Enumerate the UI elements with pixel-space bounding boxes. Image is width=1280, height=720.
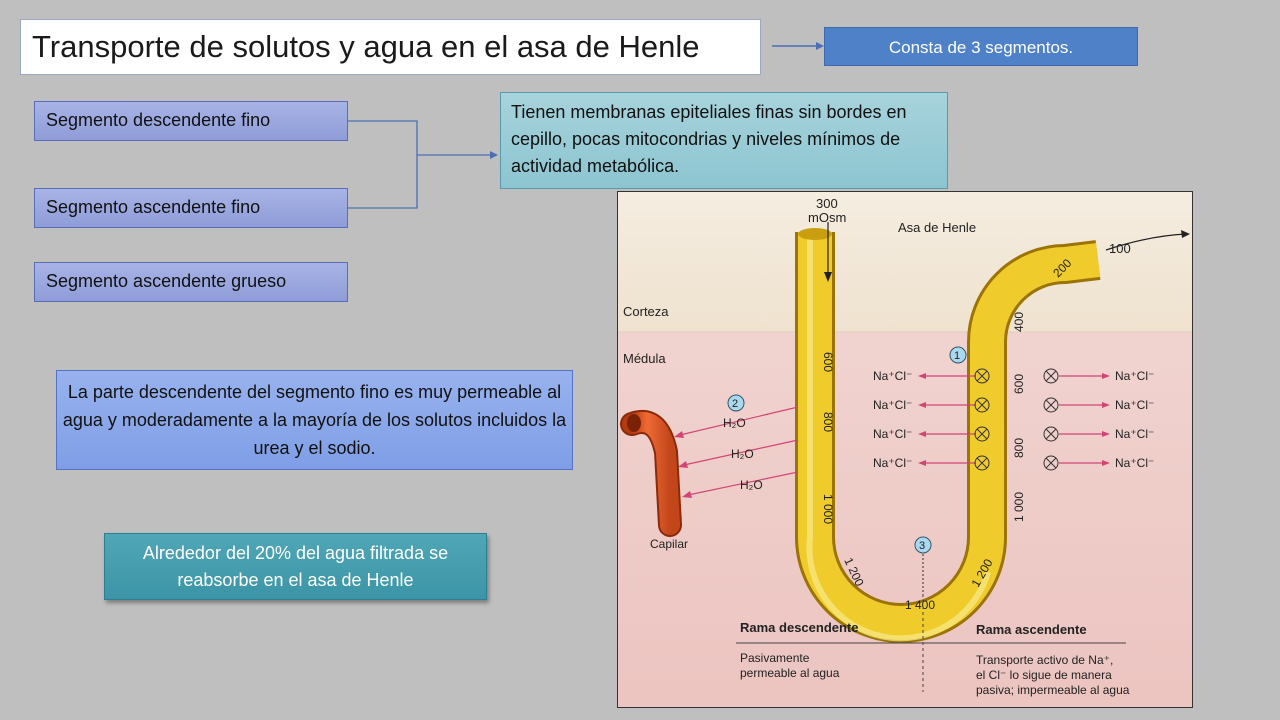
nacl-right-4: Na⁺Cl⁻	[1115, 456, 1155, 470]
h2o-label-1: H₂O	[723, 416, 746, 430]
nacl-right-1: Na⁺Cl⁻	[1115, 369, 1155, 383]
top-osm-unit: mOsm	[808, 210, 847, 225]
marker-1-label: 1	[954, 350, 961, 362]
osm-left-1000: 1 000	[821, 494, 835, 525]
h2o-label-3: H₂O	[740, 478, 763, 492]
osm-right-400: 400	[1012, 311, 1026, 332]
descending-permeability-note: La parte descendente del segmento fino es muy permeable al agua y moderadamente a la mayoría de los solutos incluidos la urea y el sodio.	[56, 370, 573, 470]
page-title: Transporte de solutos y agua en el asa de Henle	[20, 19, 761, 75]
thin-segment-description: Tienen membranas epiteliales finas sin bordes en cepillo, pocas mitocondrias y niveles mínimos de actividad metabólica.	[500, 92, 948, 189]
exit-osm-value: 100	[1109, 241, 1131, 256]
segment-descending-thin: Segmento descendente fino	[34, 101, 348, 141]
top-osm-value: 300	[816, 196, 838, 211]
osm-left-800: 800	[821, 412, 835, 433]
segments-count-box: Consta de 3 segmentos.	[824, 27, 1138, 66]
cortex-region	[618, 192, 1193, 332]
segment-ascending-thin: Segmento ascendente fino	[34, 188, 348, 228]
nacl-right-2: Na⁺Cl⁻	[1115, 398, 1155, 412]
nacl-right-3: Na⁺Cl⁻	[1115, 427, 1155, 441]
osm-bottom-1400: 1 400	[905, 598, 936, 612]
osm-right-600: 600	[1012, 373, 1026, 394]
cortex-label: Corteza	[623, 304, 669, 319]
ascending-text-2: el Cl⁻ lo sigue de manera	[976, 668, 1112, 682]
descending-branch-label: Rama descendente	[740, 620, 859, 635]
ascending-branch-label: Rama ascendente	[976, 622, 1087, 637]
ascending-text-1: Transporte activo de Na⁺,	[976, 653, 1114, 667]
title-arrow	[770, 36, 826, 56]
nacl-left-2: Na⁺Cl⁻	[873, 398, 913, 412]
descending-text-1: Pasivamente	[740, 651, 810, 665]
segment-ascending-thick: Segmento ascendente grueso	[34, 262, 348, 302]
water-reabsorption-note: Alrededor del 20% del agua filtrada se reabsorbe en el asa de Henle	[104, 533, 487, 600]
nacl-left-1: Na⁺Cl⁻	[873, 369, 913, 383]
h2o-label-2: H₂O	[731, 447, 754, 461]
marker-2-label: 2	[732, 398, 739, 410]
loop-name-label: Asa de Henle	[898, 220, 977, 235]
osm-right-1000: 1 000	[1012, 491, 1026, 522]
descending-text-2: permeable al agua	[740, 666, 840, 680]
osm-right-800: 800	[1012, 437, 1026, 458]
ascending-text-3: pasiva; impermeable al agua	[976, 683, 1130, 697]
osm-right-200: 200	[1050, 256, 1075, 281]
tube-opening	[798, 228, 832, 240]
osm-left-600: 600	[821, 352, 835, 373]
medulla-label: Médula	[623, 351, 666, 366]
nacl-left-3: Na⁺Cl⁻	[873, 427, 913, 441]
bracket-connector	[348, 110, 500, 220]
loop-of-henle-figure	[617, 191, 1193, 708]
osm-left-1200: 1 200	[841, 555, 867, 589]
capillary-label: Capilar	[650, 537, 689, 551]
medulla-region	[618, 332, 1193, 708]
osm-right-1200: 1 200	[968, 556, 996, 590]
marker-3-label: 3	[919, 540, 926, 552]
nacl-left-4: Na⁺Cl⁻	[873, 456, 913, 470]
